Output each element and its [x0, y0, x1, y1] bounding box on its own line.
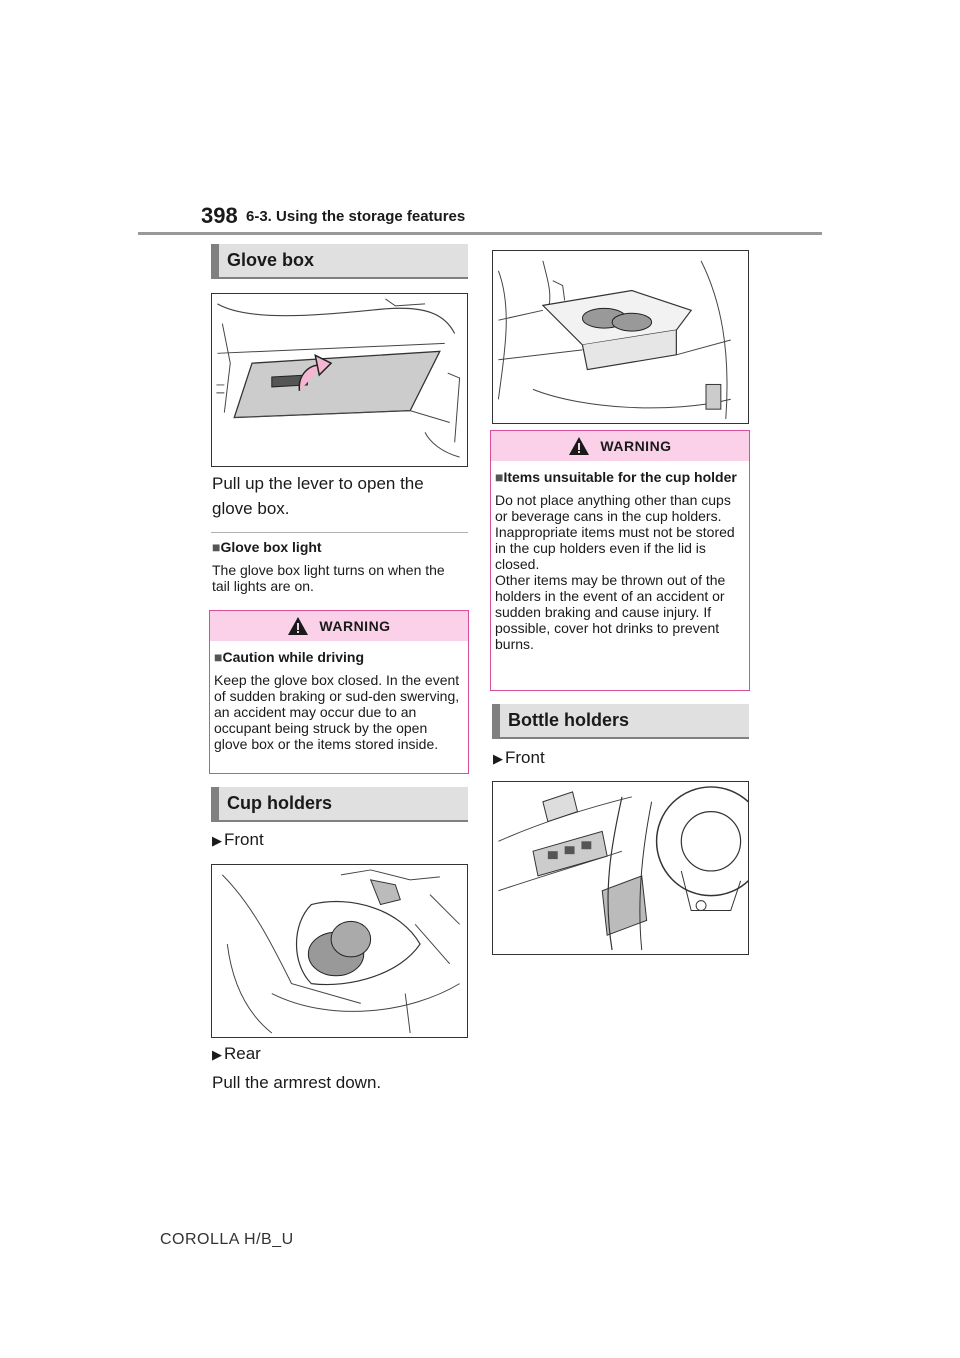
warning-title: ■Items unsuitable for the cup holder [495, 469, 737, 485]
bottle-front-label: ▶ Front [493, 748, 545, 767]
rear-armrest-illustration [492, 250, 749, 424]
warning-header [210, 611, 468, 641]
footer-model: COROLLA H/B_U [160, 1231, 294, 1248]
cup-holders-heading: Cup holders [211, 787, 468, 822]
warning-label: WARNING [600, 438, 672, 454]
header-rule [138, 232, 822, 235]
square-bullet-icon: ■ [495, 469, 504, 485]
front-cup-holder-illustration [211, 864, 468, 1038]
cup-rear-label: ▶ Rear [212, 1044, 261, 1063]
warning-header [491, 431, 749, 461]
square-bullet-icon: ■ [212, 539, 221, 555]
warning-title: ■Caution while driving [214, 649, 365, 665]
glove-box-light-text: The glove box light turns on when the tail lights are on. [212, 562, 445, 594]
section-title: 6-3. Using the storage features [246, 208, 466, 225]
cup-front-label: ▶ Front [212, 830, 264, 849]
warning-text: Do not place anything other than cups or beverage cans in the cup holders. Inappropriate items must not be stored in the cup holders even if the lid is closed. Other items may be thrown out of the holders in the event of an accident or sudden braking and cause injury. If possible, cover hot drinks to prevent burns. [495, 492, 735, 652]
glove-box-light-heading: ■Glove box light [212, 539, 322, 555]
square-bullet-icon: ■ [214, 649, 223, 665]
bottle-holder-illustration [492, 781, 749, 955]
page-number: 398 [201, 203, 238, 228]
glove-box-instruction: Pull up the lever to open the glove box. [212, 474, 424, 518]
arrow-bullet-icon: ▶ [212, 833, 222, 848]
glove-box-heading: Glove box [211, 244, 468, 279]
arrow-bullet-icon: ▶ [212, 1047, 222, 1062]
warning-label: WARNING [319, 618, 391, 634]
arrow-bullet-icon: ▶ [493, 751, 503, 766]
divider [211, 532, 468, 533]
warning-triangle-icon [568, 436, 590, 456]
warning-text: Keep the glove box closed. In the event of sudden braking or sud-den swerving, an accident may occur due to an occupant being struck by the open glove box or the items stored inside. [214, 672, 460, 752]
bottle-holders-heading: Bottle holders [492, 704, 749, 739]
warning-box-cup [490, 430, 750, 691]
warning-triangle-icon [287, 616, 309, 636]
warning-box-glove [209, 610, 469, 774]
rear-instruction: Pull the armrest down. [212, 1073, 382, 1092]
glove-box-illustration [211, 293, 468, 467]
